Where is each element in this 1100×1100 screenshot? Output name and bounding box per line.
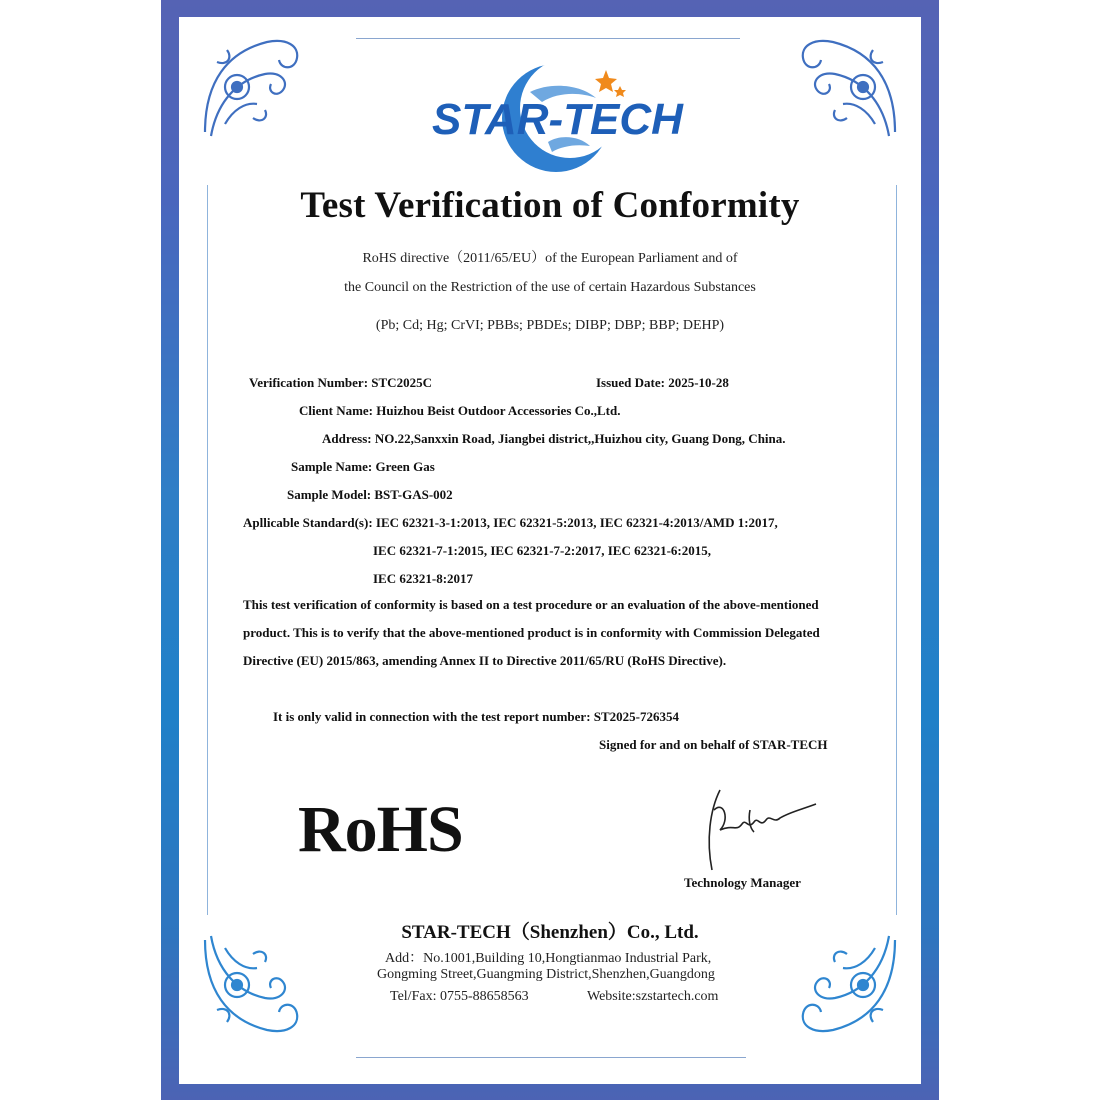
corner-ornament-top-right [793,32,903,142]
issuer-company: STAR-TECH（Shenzhen）Co., Ltd. [401,922,699,943]
verification-number: Verification Number: STC2025C [249,375,432,390]
conformity-statement: This test verification of conformity is based on a test procedure or an evaluation of the above-mentioned product. This is to verify that the above-mentioned product is in conformity with Commission Delegated Directive (EU) 2015/863, amending Annex II to Directive 2011/65/RU (RoHS Directive). [243,597,820,668]
logo-wordmark: STAR-TECH [432,95,683,144]
corner-ornament-bottom-right [793,930,903,1040]
signed-for: Signed for and on behalf of STAR-TECH [599,737,828,752]
subtitle-line-1: RoHS directive（2011/65/EU）of the European Parliament and of [362,251,738,266]
corner-ornament-bottom-left [197,930,307,1040]
issuer-tel-fax: Tel/Fax: 0755-88658563 [390,989,529,1004]
standards-line-3: IEC 62321-8:2017 [373,571,474,586]
signatory-title: Technology Manager [684,875,801,890]
corner-ornament-top-left [197,32,307,142]
certificate-title: Test Verification of Conformity [300,185,800,226]
issuer-address-line-1: Add：No.1001,Building 10,Hongtianmao Industrial Park, [385,951,712,966]
client-name: Client Name: Huizhou Beist Outdoor Accessories Co.,Ltd. [299,403,621,418]
issued-date: Issued Date: 2025-10-28 [596,375,729,390]
star-tech-logo [430,62,720,174]
sample-model: Sample Model: BST-GAS-002 [287,487,453,502]
issuer-address-line-2: Gongming Street,Guangming District,Shenzhen,Guangdong [377,967,715,982]
rohs-mark: RoHS [298,793,463,866]
top-rule [356,38,740,39]
client-address: Address: NO.22,Sanxxin Road, Jiangbei district,,Huizhou city, Guang Dong, China. [322,431,786,446]
issuer-website: Website:szstartech.com [587,989,719,1004]
subtitle-line-2: the Council on the Restriction of the use of certain Hazardous Substances [344,280,756,295]
substances-list: (Pb; Cd; Hg; CrVI; PBBs; PBDEs; DIBP; DBP; BBP; DEHP) [375,318,725,333]
signature [690,780,830,875]
validity-note: It is only valid in connection with the test report number: ST2025-726354 [273,709,680,724]
standards-line-1: Apllicable Standard(s): IEC 62321-3-1:2013, IEC 62321-5:2013, IEC 62321-4:2013/AMD 1:2017, [243,515,778,530]
standards-line-2: IEC 62321-7-1:2015, IEC 62321-7-2:2017, IEC 62321-6:2015, [373,543,711,558]
bottom-rule [356,1057,746,1058]
sample-name: Sample Name: Green Gas [291,459,435,474]
